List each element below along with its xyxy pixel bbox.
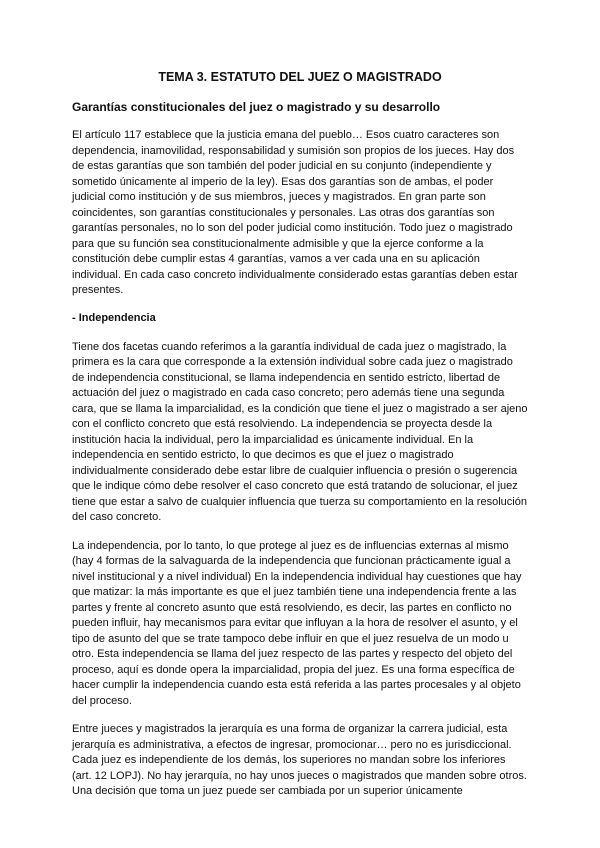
document-page bbox=[72, 70, 528, 813]
section-heading-independencia: - Independencia bbox=[72, 311, 156, 324]
paragraph-facetas: Tiene dos facetas cuando referimos a la garantía individual de cada juez o magistrado, la primera es la cara que corresponde a la extensión individual sobre cada juez o magistrado de independencia constitucional, se llama independencia en sentido estricto, libertad de actuación del juez o magistrado en cada caso concreto; pero además tiene una segunda cara, que se llama la imparcialidad, es la condición que tiene el juez o magistrado a ser ajeno con el conflicto concreto que está resolviendo. La independencia se proyecta desde la institución hacia la individual, pero la imparcialidad es únicamente individual. En la independencia en sentido estricto, lo que decimos es que el juez o magistrado individualmente considerado debe estar libre de cualquier influencia o presión o sugerencia que le indique cómo debe resolver el caso concreto que está tratando de solucionar, el juez tiene que estar a salvo de cualquier influencia que tuerza su comportamiento en la resolución del caso concreto. bbox=[72, 340, 528, 523]
document-subtitle: Garantías constitucionales del juez o magistrado y su desarrollo bbox=[72, 100, 441, 114]
paragraph-jerarquia: Entre jueces y magistrados la jerarquía es una forma de organizar la carrera judicial, esta jerarquía es administrativa, a efectos de ingresar, promocionar… pero no es jurisdiccional. Cada juez es independiente de los demás, los superiores no mandan sobre los inferiores (art. 12 LOPJ). No hay jerarquía, no hay unos jueces o magistrados que manden sobre otros. Una decisión que toma un juez puede ser cambiada por un superior únicamente bbox=[72, 723, 527, 797]
intro-paragraph: El artículo 117 establece que la justicia emana del pueblo… Esos cuatro caracteres son dependencia, inamovilidad, responsabilidad y sumisión son propios de los jueces. Hay dos de estas garantías que son también del poder judicial en su conjunto (independiente y sometido únicamente al imperio de la ley). Esas dos garantías son de ambas, el poder judicial como institución y de sus miembros, jueces y magistrados. En gran parte son coincidentes, son garantías constitucionales y personales. Las otras dos garantías son garantías personales, no lo son del poder judicial como institución. Todo juez o magistrado para que su función sea constitucionalmente admisible y que la ejerce conforme a la constitución debe cumplir estas 4 garantías, vamos a ver cada una en su aplicación individual. En cada caso concreto individualmente considerado estas garantías deben estar presentes. bbox=[72, 129, 518, 296]
paragraph-proteccion: La independencia, por lo tanto, lo que protege al juez es de influencias externas al mismo (hay 4 formas de la salvaguarda de la independencia que funcionan prácticamente igual a nivel institucional y a nivel individual) En la independencia individual hay cuestiones que hay que matizar: la más importante es que el juez también tiene una independencia frente a las partes y frente al concreto asunto que está resolviendo, es decir, las partes en conflicto no pueden influir, hay mecanismos para evitar que influyan a la hora de resolver el asunto, y el tipo de asunto del que se trate tampoco debe influir en que el juez resuelva de un modo u otro. Esta independencia se llama del juez respecto de las partes y respecto del objeto del proceso, aquí es donde opera la imparcialidad, propia del juez. Es una forma específica de hacer cumplir la independencia cuando esta está referida a las partes procesales y al objeto del proceso. bbox=[72, 539, 522, 707]
document-title: TEMA 3. ESTATUTO DEL JUEZ O MAGISTRADO bbox=[158, 70, 442, 84]
